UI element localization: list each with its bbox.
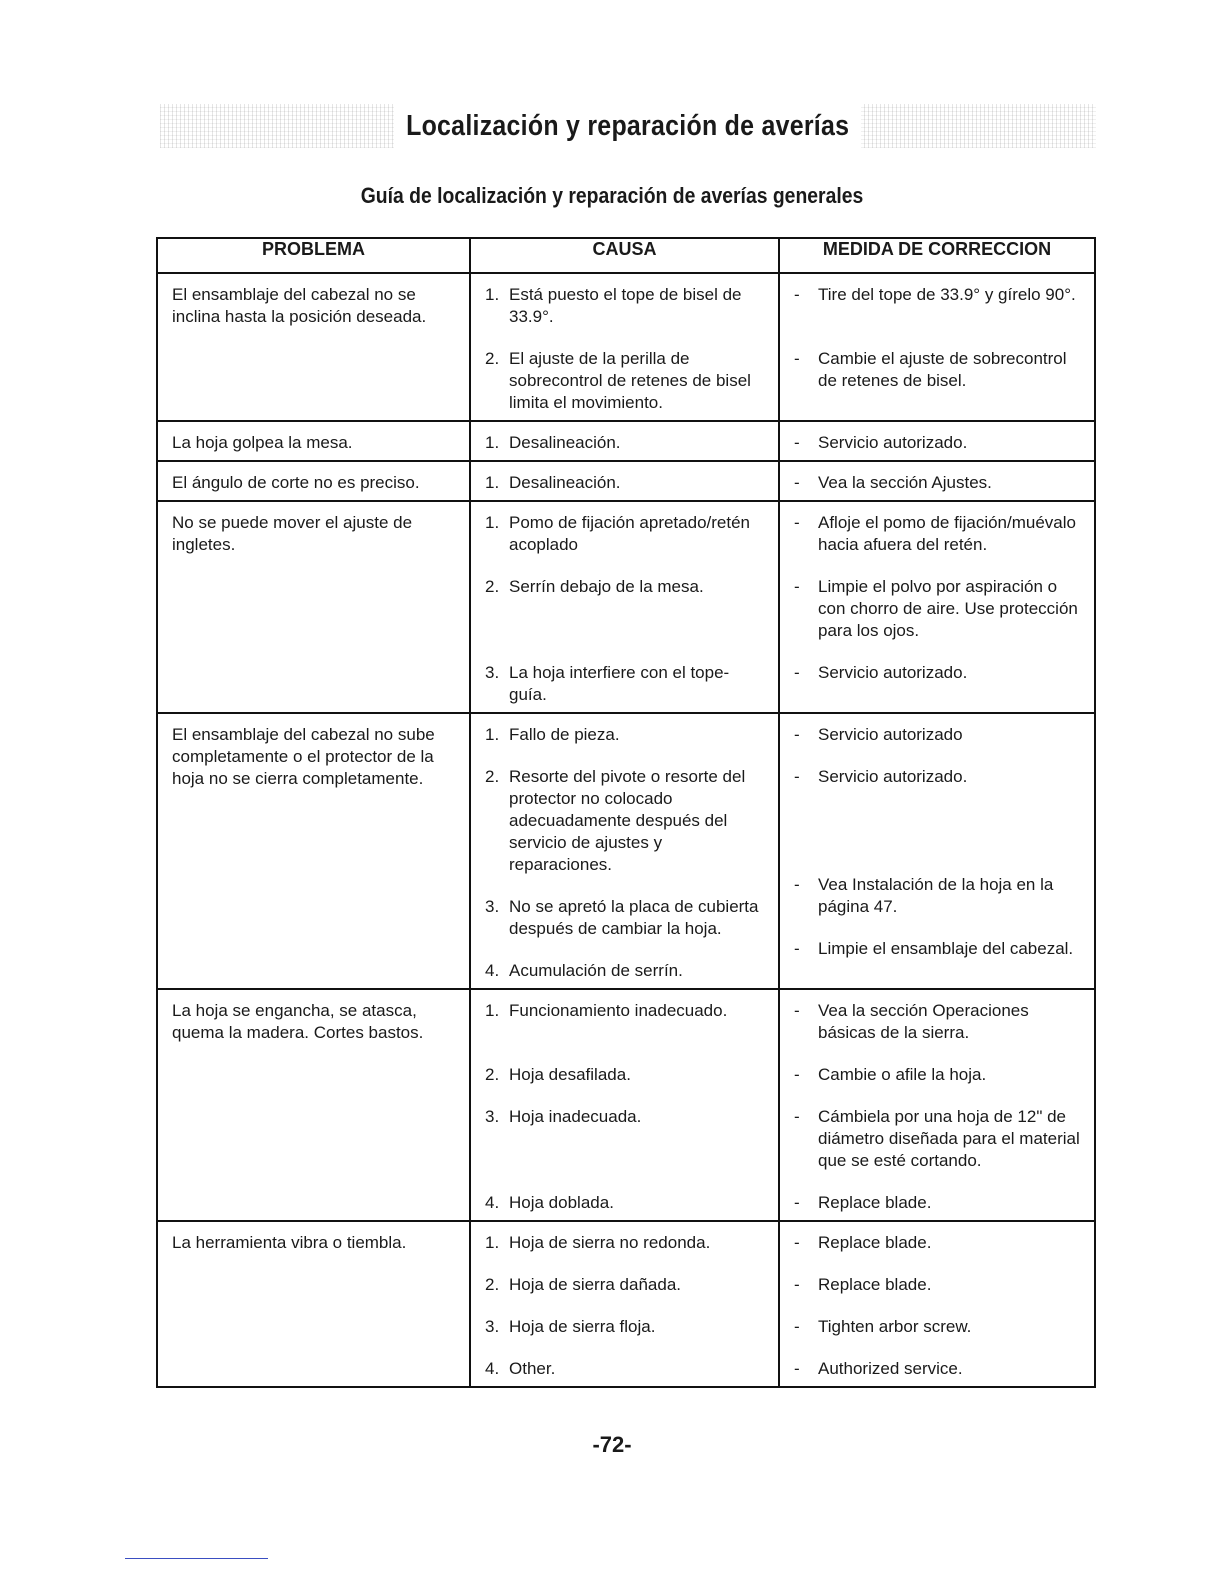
header-cause: CAUSA: [470, 238, 779, 273]
fix-text: Replace blade.: [818, 1275, 932, 1294]
page-title: Localización y reparación de averías: [394, 104, 861, 148]
cause-number: 3.: [485, 663, 500, 682]
fix-text: Authorized service.: [818, 1359, 963, 1378]
cause-text: Hoja de sierra dañada.: [509, 1275, 682, 1294]
cause-number: 2.: [485, 1275, 500, 1294]
cause-number: 3.: [485, 897, 500, 916]
fix-text: Replace blade.: [818, 1233, 932, 1252]
table-row: [157, 501, 1095, 713]
fix-text: Tire del tope de 33.9° y gírelo 90°.: [818, 285, 1076, 304]
cause-cell: [470, 989, 779, 1221]
cause-number: 2.: [485, 1065, 500, 1084]
problem-text: El ensamblaje del cabezal no se inclina hasta la posición deseada.: [172, 285, 427, 326]
fix-text: Replace blade.: [818, 1193, 932, 1212]
problem-cell: [157, 501, 470, 713]
fix-text: Servicio autorizado: [818, 725, 963, 744]
cause-cell: [470, 273, 779, 421]
cause-text: Hoja inadecuada.: [509, 1107, 642, 1126]
cause-text: El ajuste de la perilla de sobrecontrol de retenes de bisel limita el movimiento.: [509, 349, 751, 412]
cause-text: Hoja de sierra no redonda.: [509, 1233, 711, 1252]
problem-text: El ángulo de corte no es preciso.: [172, 473, 420, 492]
cause-text: Está puesto el tope de bisel de 33.9°.: [509, 285, 742, 326]
title-banner: [160, 104, 1096, 148]
fix-text: Cambie el ajuste de sobrecontrol de retenes de bisel.: [818, 349, 1067, 390]
cause-cell: [470, 421, 779, 461]
cause-text: Desalineación.: [509, 433, 621, 452]
problem-text: No se puede mover el ajuste de ingletes.: [172, 513, 413, 554]
cause-number: 3.: [485, 1107, 500, 1126]
header-problem: PROBLEMA: [157, 238, 470, 273]
cause-cell: [470, 713, 779, 989]
fix-text: Afloje el pomo de fijación/muévalo hacia afuera del retén.: [818, 513, 1076, 554]
fix-text: Servicio autorizado.: [818, 663, 968, 682]
fix-cell: - Servicio autorizado.: [779, 421, 1095, 461]
troubleshooting-table: [156, 237, 1096, 1388]
fix-text: Limpie el polvo por aspiración o con chorro de aire. Use protección para los ojos.: [818, 577, 1078, 640]
table-header-row: [157, 238, 1095, 273]
table-row: [157, 461, 1095, 501]
cause-number: 1.: [485, 513, 500, 532]
problem-cell: [157, 461, 470, 501]
fix-text: Vea la sección Ajustes.: [818, 473, 992, 492]
problem-cell: [157, 989, 470, 1221]
page-number: -72-: [592, 1432, 632, 1457]
cause-number: 1.: [485, 433, 500, 452]
fix-text: Cámbiela por una hoja de 12" de diámetro diseñada para el material que se esté cortando.: [818, 1107, 1080, 1170]
cause-text: Hoja de sierra floja.: [509, 1317, 656, 1336]
problem-text: La hoja se engancha, se atasca, quema la madera. Cortes bastos.: [172, 1001, 424, 1042]
cause-text: Desalineación.: [509, 473, 621, 492]
problem-text: La hoja golpea la mesa.: [172, 433, 353, 452]
problem-cell: [157, 713, 470, 989]
problem-cell: [157, 421, 470, 461]
cause-number: 1.: [485, 473, 500, 492]
fix-cell: - Servicio autorizado - Servicio autorizado. - Vea Instalación de la hoja en la página 47. - Limpie el ensamblaje del cabezal.: [779, 713, 1095, 989]
cause-cell: [470, 1221, 779, 1387]
problem-text: La herramienta vibra o tiembla.: [172, 1233, 407, 1252]
table-row: [157, 421, 1095, 461]
problem-cell: [157, 1221, 470, 1387]
fix-cell: - Replace blade. - Replace blade. - Tighten arbor screw. - Authorized service.: [779, 1221, 1095, 1387]
fix-cell: - Tire del tope de 33.9° y gírelo 90°. - Cambie el ajuste de sobrecontrol de retenes de bisel.: [779, 273, 1095, 421]
fix-text: Servicio autorizado.: [818, 433, 968, 452]
cause-number: 1.: [485, 285, 500, 304]
cause-number: 2.: [485, 577, 500, 596]
cause-number: 1.: [485, 1001, 500, 1020]
cause-text: Other.: [509, 1359, 556, 1378]
cause-text: Hoja desafilada.: [509, 1065, 631, 1084]
cause-text: Fallo de pieza.: [509, 725, 620, 744]
cause-text: Serrín debajo de la mesa.: [509, 577, 704, 596]
cause-text: La hoja interfiere con el tope-guía.: [509, 663, 730, 704]
problem-cell: [157, 273, 470, 421]
header-correction: MEDIDA DE CORRECCION: [779, 238, 1095, 273]
cause-cell: [470, 461, 779, 501]
table-row: [157, 713, 1095, 989]
cause-number: 4.: [485, 961, 500, 980]
table-row: [157, 1221, 1095, 1387]
cause-text: Funcionamiento inadecuado.: [509, 1001, 728, 1020]
cause-number: 1.: [485, 725, 500, 744]
cause-number: 4.: [485, 1193, 500, 1212]
fix-cell: - Vea la sección Ajustes.: [779, 461, 1095, 501]
table-row: [157, 989, 1095, 1221]
cause-text: Pomo de fijación apretado/retén acoplado: [509, 513, 750, 554]
footer-rule: [125, 1558, 268, 1559]
problem-text: El ensamblaje del cabezal no sube completamente o el protector de la hoja no se cierra completamente.: [172, 725, 435, 788]
cause-number: 3.: [485, 1317, 500, 1336]
fix-text: Cambie o afile la hoja.: [818, 1065, 987, 1084]
cause-text: Resorte del pivote o resorte del protector no colocado adecuadamente después del servicio de ajustes y reparaciones.: [509, 767, 746, 874]
cause-text: Hoja doblada.: [509, 1193, 614, 1212]
cause-number: 2.: [485, 767, 500, 786]
cause-number: 1.: [485, 1233, 500, 1252]
cause-number: 2.: [485, 349, 500, 368]
cause-number: 4.: [485, 1359, 500, 1378]
fix-cell: - Vea la sección Operaciones básicas de la sierra. - Cambie o afile la hoja. - Cámbiela por una hoja de 12" de diámetro diseñada para el material que se esté cortando. - Replace blade.: [779, 989, 1095, 1221]
cause-cell: [470, 501, 779, 713]
cause-text: No se apretó la placa de cubierta después de cambiar la hoja.: [509, 897, 759, 938]
fix-text: Vea Instalación de la hoja en la página 47.: [818, 875, 1054, 916]
fix-text: Vea la sección Operaciones básicas de la sierra.: [818, 1001, 1029, 1042]
table-row: [157, 273, 1095, 421]
fix-text: Servicio autorizado.: [818, 767, 968, 786]
fix-text: Limpie el ensamblaje del cabezal.: [818, 939, 1074, 958]
fix-text: Tighten arbor screw.: [818, 1317, 972, 1336]
cause-text: Acumulación de serrín.: [509, 961, 683, 980]
fix-cell: - Afloje el pomo de fijación/muévalo hacia afuera del retén. - Limpie el polvo por aspiración o con chorro de aire. Use protección para los ojos. - Servicio autorizado.: [779, 501, 1095, 713]
section-subtitle: Guía de localización y reparación de averías generales: [360, 183, 864, 208]
